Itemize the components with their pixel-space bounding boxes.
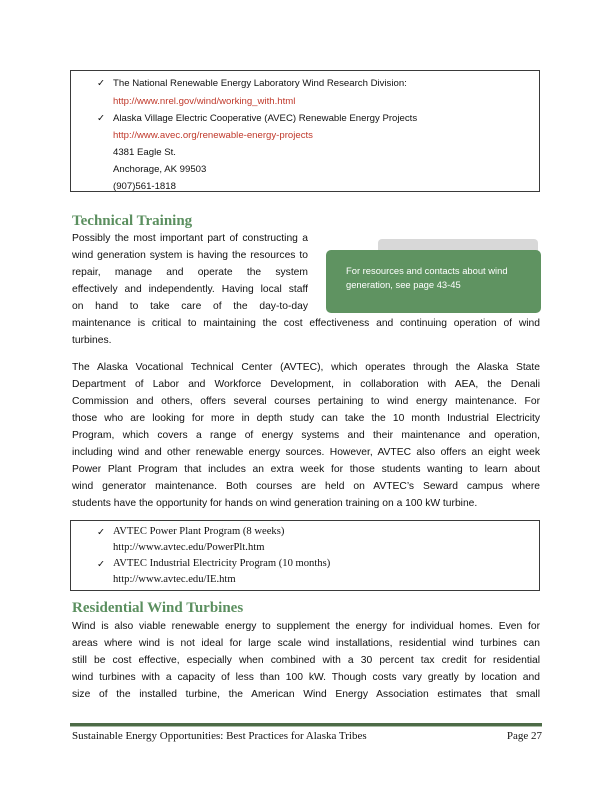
section-heading-technical-training: Technical Training xyxy=(72,213,193,229)
page-number: Page 27 xyxy=(506,730,542,742)
text-line: wind turbines with a capacity of less than 100 kW. Though costs vary greatly by location and xyxy=(72,672,540,683)
text-line: on hand to take care of the day-to-day xyxy=(72,301,308,312)
avtec-programs-box xyxy=(70,520,540,591)
technical-training-intro xyxy=(72,230,308,315)
text-line: including wind and other renewable energy sources. However, AVTEC also offers an eight week xyxy=(72,447,540,458)
footer-title: Sustainable Energy Opportunities: Best Practices for Alaska Tribes xyxy=(72,730,367,742)
resources-box xyxy=(70,70,540,192)
text-line: Possibly the most important part of constructing a xyxy=(72,233,308,244)
text-line: size of the installed turbine, the American Wind Energy Association estimates that small xyxy=(72,689,540,700)
address-street: 4381 Eagle St. xyxy=(113,147,176,158)
resource-link[interactable]: http://www.nrel.gov/wind/working_with.html xyxy=(113,96,296,107)
text-line: turbines. xyxy=(72,335,112,346)
text-line: students have the opportunity for hands on wind generation training on a 100 kW turbine. xyxy=(72,498,478,509)
callout-box xyxy=(326,250,541,313)
address-phone: (907)561-1818 xyxy=(113,181,176,192)
footer-rule-accent xyxy=(70,726,542,727)
resource-title: Alaska Village Electric Cooperative (AVEC) Renewable Energy Projects xyxy=(113,113,418,124)
text-line: areas where wind is not ideal for large scale wind installations, residential wind turbines can xyxy=(72,638,540,649)
address-city: Anchorage, AK 99503 xyxy=(113,164,207,175)
callout-text-line1: For resources and contacts about wind xyxy=(346,265,508,276)
technical-training-intro-cont xyxy=(72,315,540,349)
text-line: Department of Labor and Workforce Development, in collaboration with AEA, the Denali xyxy=(72,379,540,390)
text-line: maintenance is critical to maintaining the cost effectiveness and continuing operation of wind xyxy=(72,318,540,329)
check-icon: ✓ xyxy=(97,559,106,570)
text-line: Program, which covers a range of energy systems and their maintenance and operation, xyxy=(72,430,540,441)
text-line: wind generation system is having the resources to xyxy=(72,250,308,261)
resource-link[interactable]: http://www.avec.org/renewable-energy-projects xyxy=(113,130,313,141)
text-line: effectively and independently. Having local staff xyxy=(72,284,308,295)
text-line: Wind is also viable renewable energy to supplement the energy for individual homes. Even for xyxy=(72,621,540,632)
program-link[interactable]: http://www.avtec.edu/PowerPlt.htm xyxy=(113,542,265,553)
text-line: still be cost effective, especially when combined with a 30 percent tax credit for residential xyxy=(72,655,540,666)
program-link[interactable]: http://www.avtec.edu/IE.htm xyxy=(113,574,236,585)
text-line: repair, manage and operate the system xyxy=(72,267,308,278)
section-heading-residential: Residential Wind Turbines xyxy=(72,600,244,616)
avtec-paragraph xyxy=(72,359,540,512)
text-line: Power Plant Program that includes an extra week for those students wanting to learn about xyxy=(72,464,540,475)
check-icon: ✓ xyxy=(97,527,106,538)
check-icon: ✓ xyxy=(97,78,106,89)
residential-paragraph xyxy=(72,618,540,703)
program-title: AVTEC Power Plant Program (8 weeks) xyxy=(113,526,285,537)
callout-text-line2: generation, see page 43-45 xyxy=(346,279,461,290)
text-line: Commission and others, offers several courses pertaining to wind energy maintenance. For xyxy=(72,396,540,407)
text-line: those who are looking for more in depth study can take the 10 month Industrial Electricity xyxy=(72,413,540,424)
resource-title: The National Renewable Energy Laboratory Wind Research Division: xyxy=(113,78,407,89)
program-title: AVTEC Industrial Electricity Program (10 months) xyxy=(113,558,331,569)
check-icon: ✓ xyxy=(97,113,106,124)
text-line: wind generator maintenance. Both courses are held on AVTEC’s Seward campus where xyxy=(72,481,540,492)
text-line: The Alaska Vocational Technical Center (AVTEC), which operates through the Alaska State xyxy=(72,362,540,373)
